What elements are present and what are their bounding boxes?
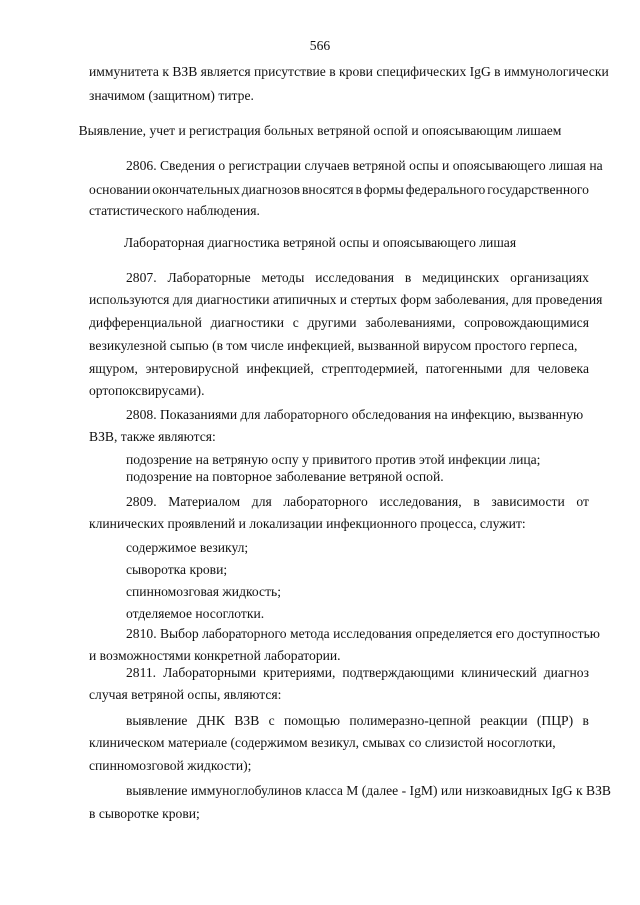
paragraph-2807-line: 2807. Лабораторные методы исследования в медицинских организациях [126, 270, 589, 285]
paragraph-2808-line: 2808. Показаниями для лабораторного обследования на инфекцию, вызванную [126, 407, 584, 422]
paragraph-2807-line: ортопоксвирусами). [89, 383, 205, 398]
paragraph-2810-line: 2810. Выбор лабораторного метода исследования определяется его доступностью [126, 626, 600, 641]
page-number: 566 [309, 38, 331, 53]
list-item: содержимое везикул; [126, 540, 249, 555]
list-item: выявление иммуноглобулинов класса М (далее - IgM) или низкоавидных IgG к ВЗВ [126, 783, 611, 798]
list-item-line: клиническом материале (содержимом везикул, смывах со слизистой носоглотки, [89, 735, 556, 750]
section-heading: Лабораторная диагностика ветряной оспы и опоясывающего лишая [123, 235, 517, 250]
paragraph-2807-line: везикулезной сыпью (в том числе инфекцией, вызванной вирусом простого герпеса, [89, 338, 578, 353]
text-line: иммунитета к ВЗВ является присутствие в крови специфических IgG в иммунологически [89, 64, 609, 79]
text-line: значимом (защитном) титре. [89, 88, 254, 103]
paragraph-2810-line: и возможностями конкретной лаборатории. [89, 648, 341, 663]
list-item: выявление ДНК ВЗВ с помощью полимеразно-цепной реакции (ПЦР) в [126, 713, 589, 728]
section-heading: Выявление, учет и регистрация больных ветряной оспой и опоясывающим лишаем [78, 123, 562, 138]
paragraph-2806-line: основании окончательных диагнозов вносятся в формы федерального государственного [89, 182, 589, 197]
paragraph-2808-line: ВЗВ, также являются: [89, 429, 216, 444]
paragraph-2807-line: дифференциальной диагностики с другими заболеваниями, сопровождающимися [89, 315, 589, 330]
list-item: подозрение на повторное заболевание ветряной оспой. [126, 469, 444, 484]
paragraph-2811-line: случая ветряной оспы, являются: [89, 687, 282, 702]
paragraph-2809-line: 2809. Материалом для лабораторного исследования, в зависимости от [126, 494, 589, 509]
paragraph-2806-line: статистического наблюдения. [89, 203, 260, 218]
paragraph-2809-line: клинических проявлений и локализации инфекционного процесса, служит: [89, 516, 526, 531]
paragraph-2807-line: используются для диагностики атипичных и стертых форм заболевания, для проведения [89, 292, 603, 307]
paragraph-2806-line: 2806. Сведения о регистрации случаев ветряной оспы и опоясывающего лишая на [126, 158, 603, 173]
list-item: отделяемое носоглотки. [126, 606, 265, 621]
list-item-line: в сыворотке крови; [89, 806, 200, 821]
paragraph-2811-line: 2811. Лабораторными критериями, подтверждающими клинический диагноз [126, 665, 589, 680]
list-item-line: спинномозговой жидкости); [89, 758, 252, 773]
list-item: сыворотка крови; [126, 562, 228, 577]
list-item: подозрение на ветряную оспу у привитого против этой инфекции лица; [126, 452, 541, 467]
list-item: спинномозговая жидкость; [126, 584, 281, 599]
paragraph-2807-line: ящуром, энтеровирусной инфекцией, стрептодермией, патогенными для человека [89, 361, 589, 376]
